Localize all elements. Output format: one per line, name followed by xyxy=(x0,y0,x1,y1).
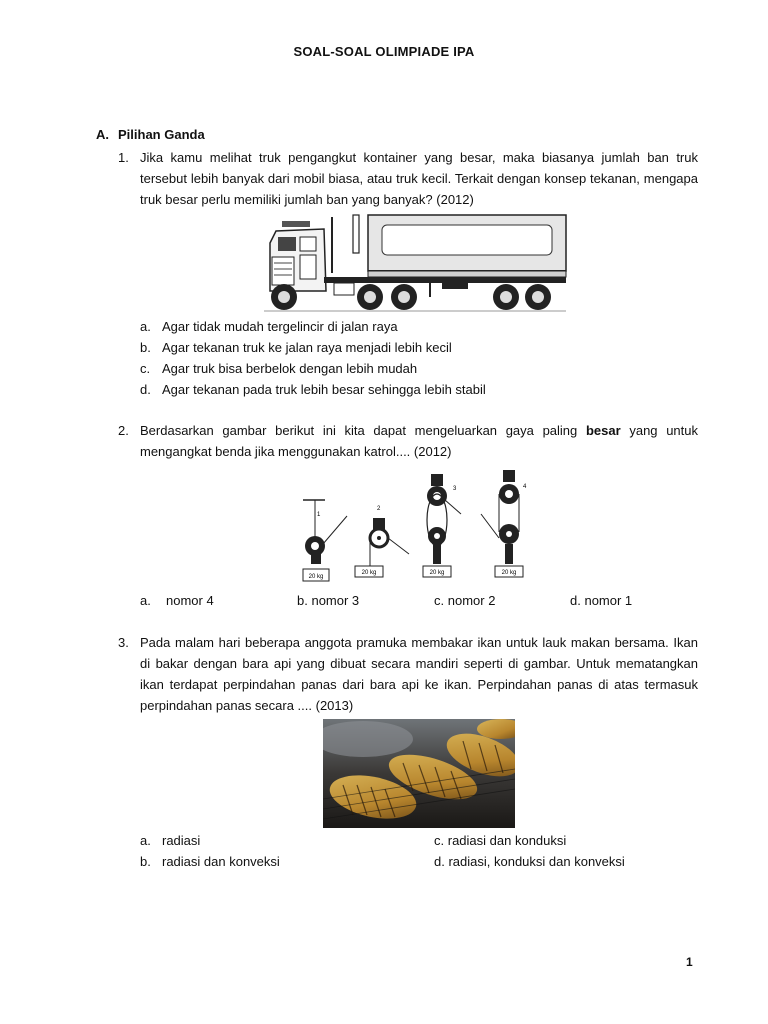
question-text: Jika kamu melihat truk pengangkut kontainer yang besar, maka biasanya jumlah ban truk tersebut lebih banyak dari mobil biasa, atau truk kecil. Terkait dengan konsep tekanan, mengapa truk besar perlu memiliki jumlah ban yang banyak? (2012) xyxy=(140,150,698,207)
pulley-2 xyxy=(355,506,409,577)
question-number: 3. xyxy=(118,635,129,650)
option-1d: d. Agar tekanan pada truk lebih besar sehingga lebih stabil xyxy=(140,382,486,397)
question-1 xyxy=(118,147,698,210)
section-label: A. xyxy=(96,127,109,142)
question-2 xyxy=(118,420,698,462)
option-1a: a. Agar tidak mudah tergelincir di jalan raya xyxy=(140,319,398,334)
option-2c: c. nomor 2 xyxy=(434,593,496,608)
section-title: Pilihan Ganda xyxy=(118,127,205,142)
option-3c: c. radiasi dan konduksi xyxy=(434,833,567,848)
pulley-diagram xyxy=(293,468,533,586)
section-heading xyxy=(96,127,205,142)
page-number: 1 xyxy=(686,955,693,969)
option-3a: a. radiasi xyxy=(140,833,201,848)
option-3d: d. radiasi, konduksi dan konveksi xyxy=(434,854,625,869)
pulley-label-2: 2 xyxy=(377,506,381,512)
load-label-4: 20 kg xyxy=(501,570,517,576)
pulley-label-3: 3 xyxy=(453,486,457,492)
pulley-label-1: 1 xyxy=(317,512,321,518)
load-label-3: 20 kg xyxy=(429,570,445,576)
option-2b: b. nomor 3 xyxy=(297,593,360,608)
question-text: Berdasarkan gambar berikut ini kita dapat mengeluarkan gaya paling besar yang untuk mengangkat benda jika menggunakan katrol.... (2012) xyxy=(140,423,699,459)
question-number: 1. xyxy=(118,150,129,165)
question-text: Pada malam hari beberapa anggota pramuka membakar ikan untuk lauk makan bersama. Ikan di bakar dengan bara api yang dibuat secara mandiri seperti di gambar. Untuk mematangkan ikan terdapat perpindahan panas dari bara api ke ikan. Perpindahan panas di atas termasuk perpindahan panas secara .... (2013) xyxy=(140,635,698,713)
option-1b: b. Agar tekanan truk ke jalan raya menjadi lebih kecil xyxy=(140,340,452,355)
load-label-1: 20 kg xyxy=(308,574,324,580)
option-1c: c. Agar truk bisa berbelok dengan lebih mudah xyxy=(140,361,418,376)
pulley-4 xyxy=(481,470,527,577)
pulley-3 xyxy=(423,474,461,577)
option-2a: a. nomor 4 xyxy=(140,593,214,608)
pulley-1 xyxy=(303,500,347,581)
page-title: SOAL-SOAL OLIMPIADE IPA xyxy=(293,44,475,59)
option-3b: b. radiasi dan konveksi xyxy=(140,854,280,869)
grilled-fish-photo xyxy=(323,719,515,828)
question-3 xyxy=(118,632,698,716)
option-2d: d. nomor 1 xyxy=(570,593,633,608)
pulley-label-4: 4 xyxy=(523,484,527,490)
question-number: 2. xyxy=(118,423,129,438)
truck-image xyxy=(264,213,570,315)
load-label-2: 20 kg xyxy=(361,570,377,576)
